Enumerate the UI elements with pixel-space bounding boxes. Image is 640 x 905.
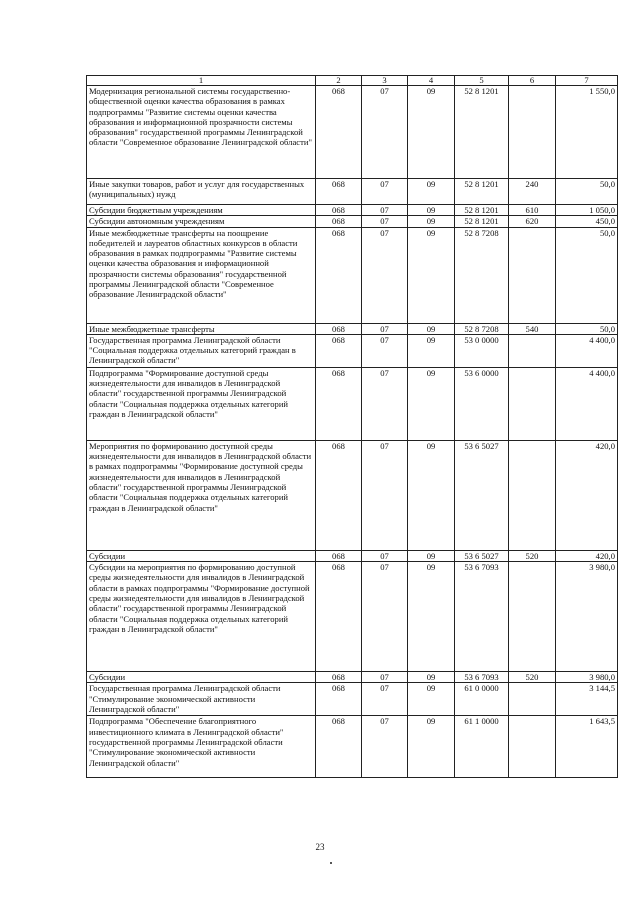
section-cell: 07 <box>362 86 408 179</box>
target-article-cell: 53 6 5027 <box>455 550 509 561</box>
table-row <box>87 367 618 440</box>
table-row <box>87 86 618 179</box>
expense-type-cell <box>509 86 556 179</box>
target-article-cell: 53 6 0000 <box>455 367 509 440</box>
subsection-cell: 09 <box>408 716 455 778</box>
target-article-cell: 53 6 5027 <box>455 440 509 550</box>
expense-type-cell <box>509 367 556 440</box>
row-name-cell: Иные закупки товаров, работ и услуг для государственных (муниципальных) нужд <box>87 179 316 205</box>
expense-type-cell: 520 <box>509 672 556 683</box>
table-row <box>87 323 618 334</box>
amount-cell: 450,0 <box>556 216 618 227</box>
ministry-code-cell: 068 <box>316 440 362 550</box>
section-cell: 07 <box>362 440 408 550</box>
subsection-cell: 09 <box>408 683 455 716</box>
section-cell: 07 <box>362 716 408 778</box>
section-cell: 07 <box>362 672 408 683</box>
column-header: 6 <box>509 76 556 86</box>
section-cell: 07 <box>362 216 408 227</box>
amount-cell: 3 980,0 <box>556 562 618 672</box>
ministry-code-cell: 068 <box>316 716 362 778</box>
subsection-cell: 09 <box>408 179 455 205</box>
column-header: 4 <box>408 76 455 86</box>
section-cell: 07 <box>362 562 408 672</box>
subsection-cell: 09 <box>408 216 455 227</box>
table-row <box>87 440 618 550</box>
expense-type-cell: 240 <box>509 179 556 205</box>
amount-cell: 420,0 <box>556 440 618 550</box>
subsection-cell: 09 <box>408 323 455 334</box>
table-row <box>87 227 618 323</box>
ministry-code-cell: 068 <box>316 334 362 367</box>
section-cell: 07 <box>362 179 408 205</box>
expense-type-cell <box>509 440 556 550</box>
amount-cell: 3 144,5 <box>556 683 618 716</box>
target-article-cell: 61 0 0000 <box>455 683 509 716</box>
ministry-code-cell: 068 <box>316 86 362 179</box>
amount-cell: 1 550,0 <box>556 86 618 179</box>
table-row <box>87 562 618 672</box>
ministry-code-cell: 068 <box>316 672 362 683</box>
column-header: 3 <box>362 76 408 86</box>
table-row <box>87 672 618 683</box>
target-article-cell: 53 0 0000 <box>455 334 509 367</box>
amount-cell: 50,0 <box>556 179 618 205</box>
row-name-cell: Государственная программа Ленинградской области "Стимулирование экономической активности Ленинградской области" <box>87 683 316 716</box>
subsection-cell: 09 <box>408 227 455 323</box>
column-header: 2 <box>316 76 362 86</box>
ministry-code-cell: 068 <box>316 227 362 323</box>
table-row <box>87 683 618 716</box>
amount-cell: 4 400,0 <box>556 334 618 367</box>
section-cell: 07 <box>362 334 408 367</box>
amount-cell: 50,0 <box>556 323 618 334</box>
row-name-cell: Субсидии на мероприятия по формированию доступной среды жизнедеятельности для инвалидов в Ленинградской области в рамках подпрограммы "Формирование доступной среды жизнедеятельности для инвалидов в Ленинградской области" государственной программы Ленинградской области "Социальная поддержка отдельных категорий граждан в Ленинградской области" <box>87 562 316 672</box>
row-name-cell: Иные межбюджетные трансферты на поощрение победителей и лауреатов областных конкурсов в области образования в рамках подпрограммы "Развитие системы оценки качества образования и информационной прозрачности системы образования" государственной программы Ленинградской области "Современное образование Ленинградской области" <box>87 227 316 323</box>
row-name-cell: Мероприятия по формированию доступной среды жизнедеятельности для инвалидов в Ленинградской области в рамках подпрограммы "Формирование доступной среды жизнедеятельности для инвалидов в Ленинградской области" государственной программы Ленинградской области "Социальная поддержка отдельных категорий граждан в Ленинградской области" <box>87 440 316 550</box>
expense-type-cell <box>509 562 556 672</box>
section-cell: 07 <box>362 205 408 216</box>
target-article-cell: 52 8 1201 <box>455 216 509 227</box>
table-row <box>87 334 618 367</box>
section-cell: 07 <box>362 367 408 440</box>
subsection-cell: 09 <box>408 440 455 550</box>
section-cell: 07 <box>362 550 408 561</box>
expense-type-cell <box>509 227 556 323</box>
amount-cell: 4 400,0 <box>556 367 618 440</box>
subsection-cell: 09 <box>408 367 455 440</box>
column-header: 5 <box>455 76 509 86</box>
expense-type-cell <box>509 683 556 716</box>
amount-cell: 1 050,0 <box>556 205 618 216</box>
section-cell: 07 <box>362 323 408 334</box>
table-row <box>87 216 618 227</box>
subsection-cell: 09 <box>408 672 455 683</box>
expense-type-cell <box>509 334 556 367</box>
scan-speck <box>330 862 332 864</box>
expense-type-cell <box>509 716 556 778</box>
ministry-code-cell: 068 <box>316 323 362 334</box>
ministry-code-cell: 068 <box>316 683 362 716</box>
section-cell: 07 <box>362 683 408 716</box>
column-header: 7 <box>556 76 618 86</box>
subsection-cell: 09 <box>408 562 455 672</box>
row-name-cell: Субсидии автономным учреждениям <box>87 216 316 227</box>
row-name-cell: Государственная программа Ленинградской области "Социальная поддержка отдельных категорий граждан в Ленинградской области" <box>87 334 316 367</box>
ministry-code-cell: 068 <box>316 179 362 205</box>
target-article-cell: 53 6 7093 <box>455 672 509 683</box>
table-body <box>87 86 618 778</box>
target-article-cell: 52 8 7208 <box>455 323 509 334</box>
row-name-cell: Субсидии <box>87 550 316 561</box>
amount-cell: 420,0 <box>556 550 618 561</box>
subsection-cell: 09 <box>408 550 455 561</box>
table-row <box>87 179 618 205</box>
target-article-cell: 61 1 0000 <box>455 716 509 778</box>
expense-type-cell: 540 <box>509 323 556 334</box>
header-row <box>87 76 618 86</box>
expense-type-cell: 520 <box>509 550 556 561</box>
table-row <box>87 205 618 216</box>
ministry-code-cell: 068 <box>316 562 362 672</box>
target-article-cell: 52 8 1201 <box>455 86 509 179</box>
column-header: 1 <box>87 76 316 86</box>
row-name-cell: Подпрограмма "Обеспечение благоприятного инвестиционного климата в Ленинградской области" государственной программы Ленинградской области "Стимулирование экономической активности Ленинградской области" <box>87 716 316 778</box>
target-article-cell: 53 6 7093 <box>455 562 509 672</box>
row-name-cell: Подпрограмма "Формирование доступной среды жизнедеятельности для инвалидов в Ленинградской области" государственной программы Ленинградской области "Социальная поддержка отдельных категорий граждан в Ленинградской области" <box>87 367 316 440</box>
budget-table <box>86 75 618 778</box>
row-name-cell: Субсидии <box>87 672 316 683</box>
target-article-cell: 52 8 7208 <box>455 227 509 323</box>
expense-type-cell: 610 <box>509 205 556 216</box>
page-number: 23 <box>315 842 325 852</box>
expense-type-cell: 620 <box>509 216 556 227</box>
target-article-cell: 52 8 1201 <box>455 179 509 205</box>
ministry-code-cell: 068 <box>316 216 362 227</box>
table-row <box>87 550 618 561</box>
ministry-code-cell: 068 <box>316 205 362 216</box>
subsection-cell: 09 <box>408 334 455 367</box>
amount-cell: 3 980,0 <box>556 672 618 683</box>
amount-cell: 50,0 <box>556 227 618 323</box>
ministry-code-cell: 068 <box>316 367 362 440</box>
table-row <box>87 716 618 778</box>
amount-cell: 1 643,5 <box>556 716 618 778</box>
section-cell: 07 <box>362 227 408 323</box>
row-name-cell: Модернизация региональной системы государственно-общественной оценки качества образования в рамках подпрограммы "Развитие системы оценки качества образования и информационной прозрачности системы образования" государственной программы Ленинградской области "Современное образование Ленинградской области" <box>87 86 316 179</box>
row-name-cell: Иные межбюджетные трансферты <box>87 323 316 334</box>
subsection-cell: 09 <box>408 205 455 216</box>
subsection-cell: 09 <box>408 86 455 179</box>
row-name-cell: Субсидии бюджетным учреждениям <box>87 205 316 216</box>
ministry-code-cell: 068 <box>316 550 362 561</box>
target-article-cell: 52 8 1201 <box>455 205 509 216</box>
